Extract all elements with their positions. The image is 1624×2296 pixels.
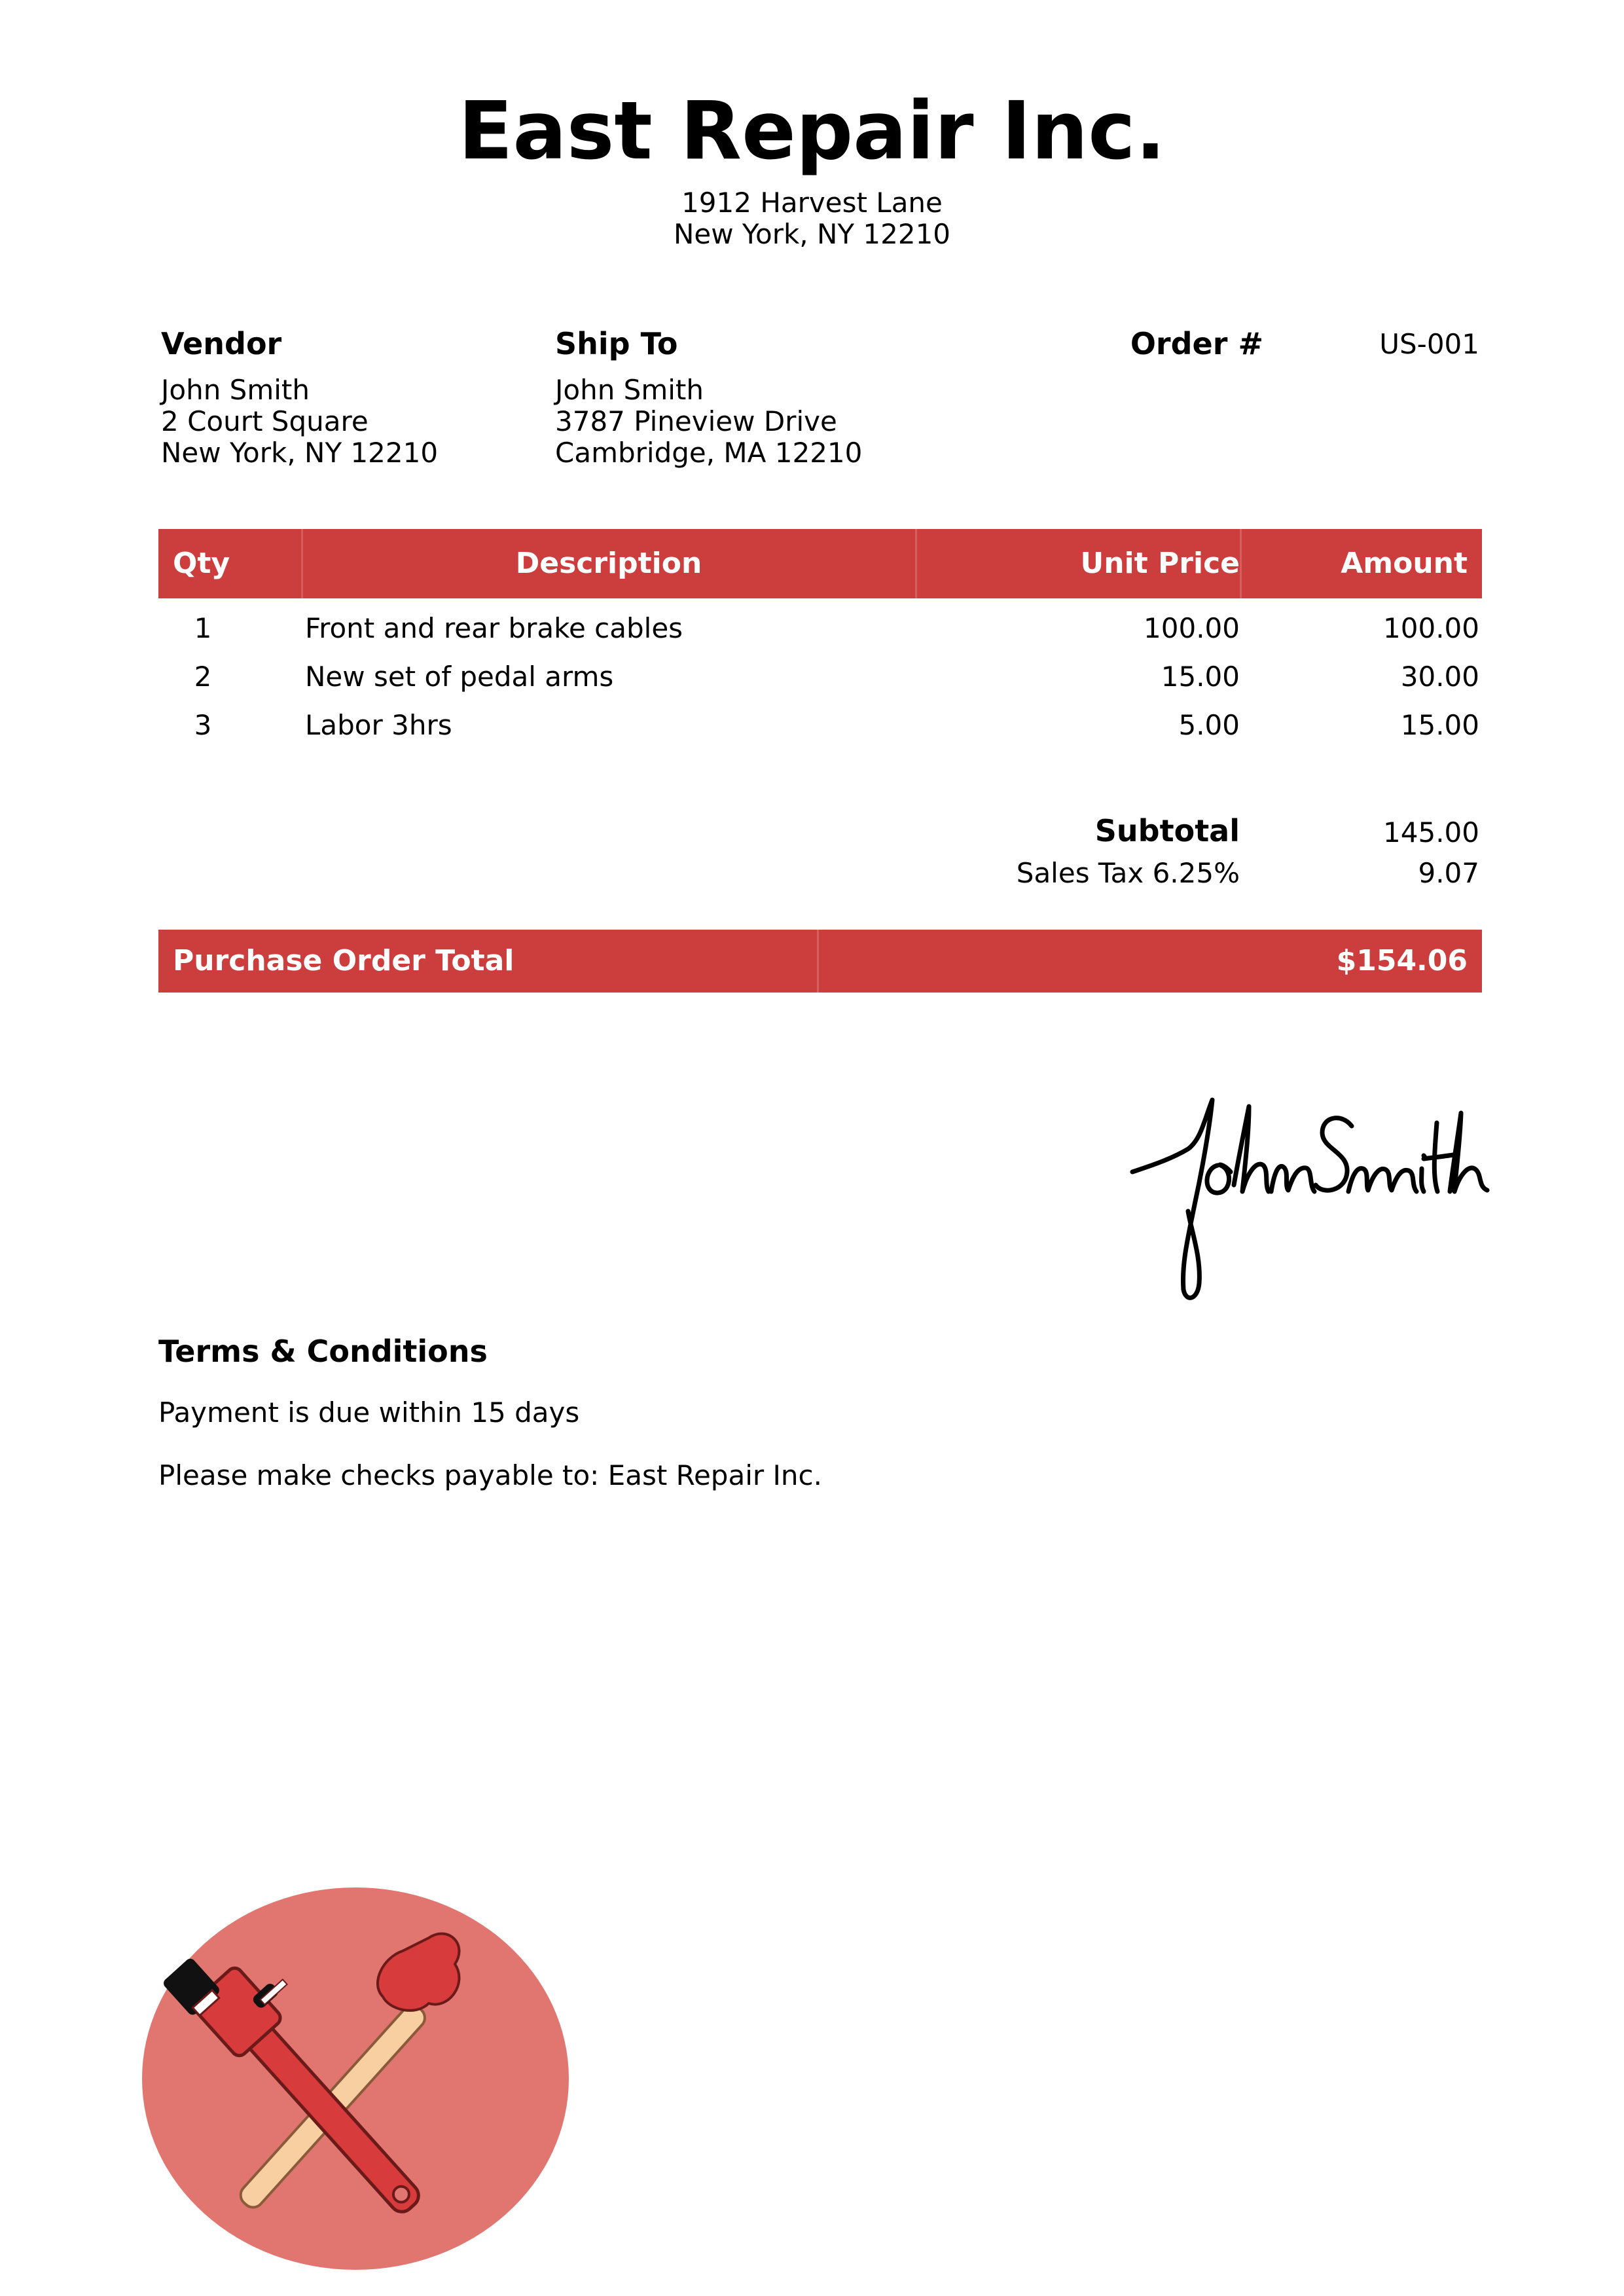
row-qty: 2 xyxy=(194,661,212,693)
ship-to-name: John Smith xyxy=(555,374,704,406)
column-header-description: Description xyxy=(515,547,702,580)
ship-to-address-line2: Cambridge, MA 12210 xyxy=(555,437,863,469)
terms-title: Terms & Conditions xyxy=(158,1334,488,1369)
vendor-address-line1: 2 Court Square xyxy=(161,405,369,437)
company-address-line1: 1912 Harvest Lane xyxy=(681,187,943,219)
vendor-address-line2: New York, NY 12210 xyxy=(161,437,439,469)
subtotal-value: 145.00 xyxy=(1383,816,1479,848)
row-amount: 30.00 xyxy=(1400,661,1479,693)
total-divider xyxy=(817,930,819,993)
column-header-amount: Amount xyxy=(1341,547,1468,580)
row-description: Labor 3hrs xyxy=(305,709,452,741)
row-description: New set of pedal arms xyxy=(305,661,614,693)
terms-line-2: Please make checks payable to: East Repair Inc. xyxy=(158,1459,822,1491)
ship-to-address-line1: 3787 Pineview Drive xyxy=(555,405,837,437)
row-qty: 3 xyxy=(194,709,212,741)
company-address-line2: New York, NY 12210 xyxy=(673,218,951,250)
total-label: Purchase Order Total xyxy=(173,944,514,977)
row-unit-price: 5.00 xyxy=(1178,709,1240,741)
column-header-unit-price: Unit Price xyxy=(1080,547,1240,580)
signature xyxy=(1126,1087,1492,1309)
row-qty: 1 xyxy=(194,612,212,644)
total-value: $154.06 xyxy=(1336,944,1468,977)
wrench-and-plunger-icon xyxy=(141,1886,570,2272)
row-description: Front and rear brake cables xyxy=(305,612,683,644)
sales-tax-value: 9.07 xyxy=(1418,857,1479,889)
table-row xyxy=(0,657,1624,697)
vendor-label: Vendor xyxy=(161,326,282,361)
terms-line-1: Payment is due within 15 days xyxy=(158,1396,580,1429)
subtotal-label: Subtotal xyxy=(1094,813,1240,848)
vendor-name: John Smith xyxy=(161,374,310,406)
column-header-qty: Qty xyxy=(173,547,230,580)
table-row xyxy=(0,609,1624,648)
order-number: US-001 xyxy=(1379,328,1479,360)
sales-tax-label: Sales Tax 6.25% xyxy=(1016,857,1240,889)
signature-drawing xyxy=(1126,1087,1492,1309)
ship-to-label: Ship To xyxy=(555,326,678,361)
row-amount: 100.00 xyxy=(1383,612,1479,644)
table-row xyxy=(0,706,1624,745)
company-logo xyxy=(141,1886,570,2272)
row-unit-price: 15.00 xyxy=(1161,661,1240,693)
row-unit-price: 100.00 xyxy=(1144,612,1240,644)
company-name: East Repair Inc. xyxy=(458,84,1166,177)
order-number-label: Order # xyxy=(1130,326,1263,361)
row-amount: 15.00 xyxy=(1400,709,1479,741)
